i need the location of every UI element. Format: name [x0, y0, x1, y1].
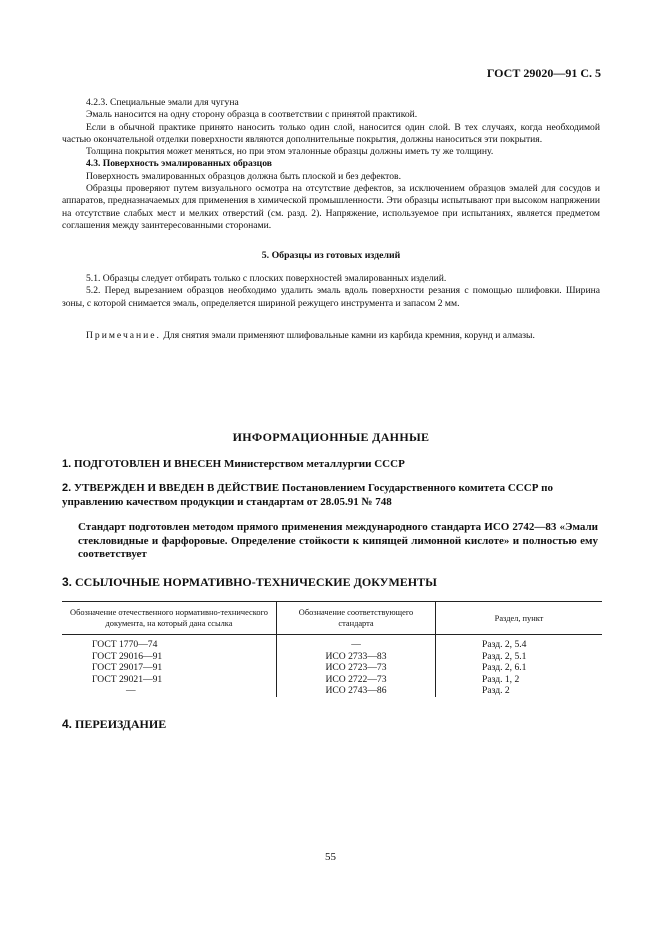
column-header: Обозначение соответствующего стандарта [277, 602, 436, 635]
section-5-title: 5. Образцы из готовых изделий [261, 250, 401, 261]
paragraph: Эмаль наносится на одну сторону образца в соответствии с принятой практикой. [86, 109, 418, 121]
standard-note: Стандарт подготовлен методом прямого применения международного стандарта ИСО 2742—83 «Эмали стекловидные и фарфоровые. Определение стойкости к кипящей лимонной кислоте» и полностью ему соответствует [78, 521, 598, 560]
table-cell: Разд. 2, 6.1 [436, 662, 603, 674]
table-row [62, 674, 602, 686]
paragraph: 5.1. Образцы следует отбирать только с плоских поверхностей эмалированных изделий. [86, 273, 447, 284]
references-table [62, 601, 602, 697]
item-text: ПЕРЕИЗДАНИЕ [75, 717, 167, 731]
table-row [62, 685, 602, 697]
info-item-1 [62, 458, 600, 472]
table-row [62, 635, 602, 651]
table-cell: ИСО 2722—73 [277, 674, 436, 686]
item-text: ССЫЛОЧНЫЕ НОРМАТИВНО-ТЕХНИЧЕСКИЕ ДОКУМЕНТЫ [75, 575, 437, 589]
table-cell: — [126, 685, 136, 697]
paragraph: 5.2. Перед вырезанием образцов необходимо удалить эмаль вдоль поверхности резания с помощью шлифовки. Ширина зоны, с которой снимается эмаль, определяется шириной режущего инструмента и запасом 2 мм. [62, 285, 600, 309]
item-text: ПОДГОТОВЛЕН И ВНЕСЕН Министерством металлургии СССР [73, 458, 405, 470]
table-cell: — [277, 635, 436, 651]
info-item-4 [62, 718, 600, 732]
item-number: 3. [62, 575, 73, 589]
page-header: ГОСТ 29020—91 С. 5 [486, 66, 601, 80]
body-text [62, 97, 600, 232]
paragraph: Образцы проверяют путем визуального осмотра на отсутствие дефектов, за исключением образцов эмалей для сосудов и аппаратов, предназначаемых для применения в химической промышленности. Эти образцы испытывают при высоком напряжении на отсутствие слабых мест и мелких отверстий (см. разд. 2). Напряжение, используемое при испытаниях, является предметом соглашения между заинтересованными сторонами. [62, 183, 600, 231]
table-cell: ГОСТ 29021—91 [92, 673, 163, 685]
table-cell: Разд. 1, 2 [436, 674, 603, 686]
table-cell: ИСО 2723—73 [277, 662, 436, 674]
item-number: 1. [62, 458, 72, 470]
table-cell: Разд. 2, 5.4 [436, 635, 603, 651]
page-number: 55 [325, 851, 336, 863]
item-number: 4. [62, 717, 73, 731]
subsection-heading: 4.3. Поверхность эмалированных образцов [86, 158, 272, 170]
paragraph: Если в обычной практике принято наносить только один слой, наносится один слой. В тех случаях, когда необходимой частью окончательной отделки поверхности являются дополнительные покрытия, должны наноситься эти покрытия. [62, 121, 600, 145]
paragraph: Толщина покрытия может меняться, но при этом эталонные образцы должны иметь ту же толщину. [86, 146, 494, 158]
table-cell: Разд. 2 [436, 685, 603, 697]
table-cell: ГОСТ 1770—74 [92, 639, 158, 650]
table-cell: Разд. 2, 5.1 [436, 651, 603, 663]
item-text: УТВЕРЖДЕН И ВВЕДЕН В ДЕЙСТВИЕ Постановлением Государственного комитета СССР по управлению качеством продукции и стандартам от 28.05.91 № 748 [62, 482, 554, 508]
table-row [62, 651, 602, 663]
column-header: Обозначение отечественного нормативно-технического документа, на который дана ссылка [62, 602, 277, 635]
table-cell: ГОСТ 29016—91 [92, 650, 163, 662]
item-number: 2. [62, 482, 72, 494]
table-cell: ГОСТ 29017—91 [92, 662, 163, 674]
table-cell: ИСО 2743—86 [277, 685, 436, 697]
info-item-3 [62, 576, 600, 590]
note [62, 330, 600, 342]
table-cell: ИСО 2733—83 [277, 651, 436, 663]
table-header-row [62, 602, 602, 635]
column-header: Раздел, пункт [436, 602, 603, 635]
paragraph: 4.2.3. Специальные эмали для чугуна [86, 97, 239, 108]
note-label: Примечание. [86, 330, 161, 341]
note-text: Для снятия эмали применяют шлифовальные камни из карбида кремния, корунд и алмазы. [163, 330, 535, 341]
section-5-text [62, 273, 600, 310]
info-item-2 [62, 482, 600, 509]
paragraph: Поверхность эмалированных образцов должна быть плоской и без дефектов. [86, 170, 401, 182]
table-row [62, 662, 602, 674]
info-title: ИНФОРМАЦИОННЫЕ ДАННЫЕ [232, 430, 430, 444]
